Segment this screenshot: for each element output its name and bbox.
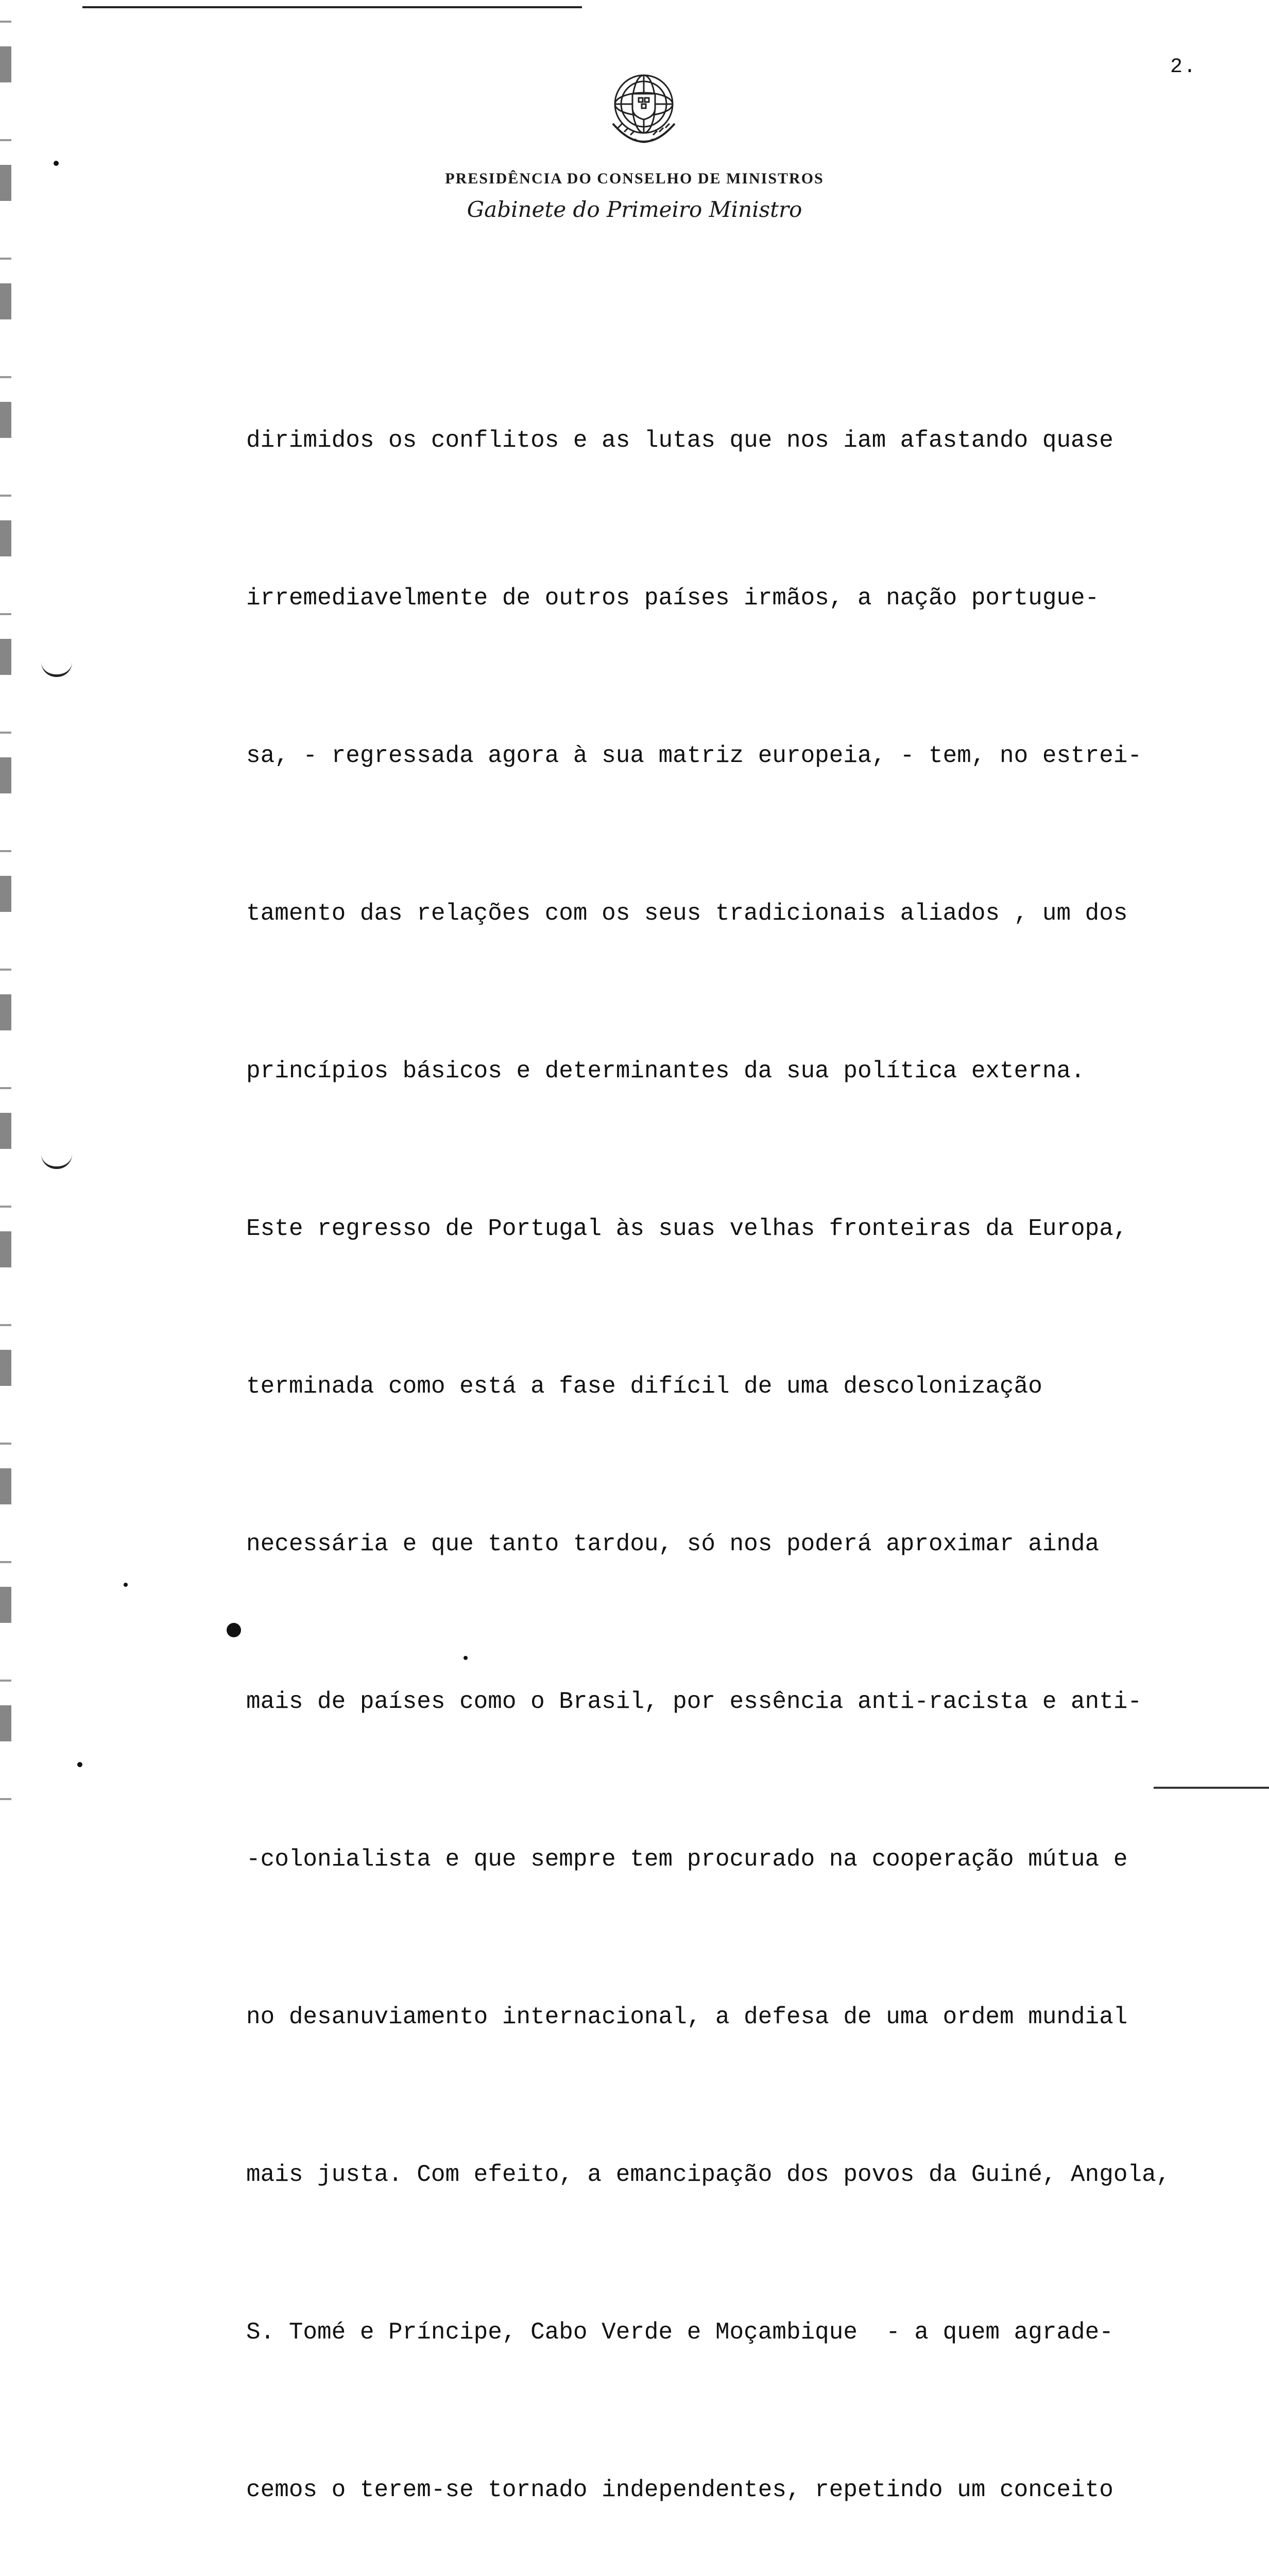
- office-subheading: Gabinete do Primeiro Ministro: [467, 197, 802, 222]
- text-line: dirimidos os conflitos e as lutas que nos iam afastando quase: [246, 427, 1113, 454]
- text-line: necessária e que tanto tardou, só nos poderá aproximar ainda: [246, 1531, 1100, 1557]
- coat-of-arms-icon: [597, 67, 690, 155]
- margin-mark: [41, 1154, 72, 1169]
- text-line: terminada como está a fase difícil de uma descolonização: [246, 1373, 1042, 1400]
- scan-line-top: [82, 6, 582, 8]
- scan-left-edge: [0, 0, 11, 1805]
- ink-speck: [54, 161, 59, 166]
- text-line: S. Tomé e Príncipe, Cabo Verde e Moçambique - a quem agrade-: [246, 2319, 1113, 2346]
- text-line: sa, - regressada agora à sua matriz europeia, - tem, no estrei-: [246, 742, 1142, 769]
- margin-mark: [41, 662, 72, 677]
- text-line: tamento das relações com os seus tradicionais aliados , um dos: [246, 900, 1128, 927]
- text-line: mais justa. Com efeito, a emancipação dos povos da Guiné, Angola,: [246, 2161, 1171, 2188]
- text-line: cemos o terem-se tornado independentes, repetindo um conceito: [246, 2477, 1113, 2503]
- institution-heading: PRESIDÊNCIA DO CONSELHO DE MINISTROS: [445, 170, 824, 187]
- text-line: irremediavelmente de outros países irmãos, a nação portugue-: [246, 585, 1100, 612]
- text-line: -colonialista e que sempre tem procurado na cooperação mútua e: [246, 1846, 1128, 1873]
- letter-body: [246, 309, 1266, 2576]
- ink-speck: [124, 1583, 128, 1587]
- text-line: mais de países como o Brasil, por essência anti-racista e anti-: [246, 1688, 1142, 1715]
- text-line: no desanuviamento internacional, a defesa de uma ordem mundial: [246, 2004, 1128, 2030]
- text-line: princípios básicos e determinantes da sua política externa.: [246, 1058, 1085, 1084]
- ink-speck: [77, 1762, 82, 1767]
- page-number: 2.: [1170, 56, 1197, 79]
- ink-speck: [227, 1623, 241, 1637]
- text-line: Este regresso de Portugal às suas velhas fronteiras da Europa,: [246, 1215, 1128, 1242]
